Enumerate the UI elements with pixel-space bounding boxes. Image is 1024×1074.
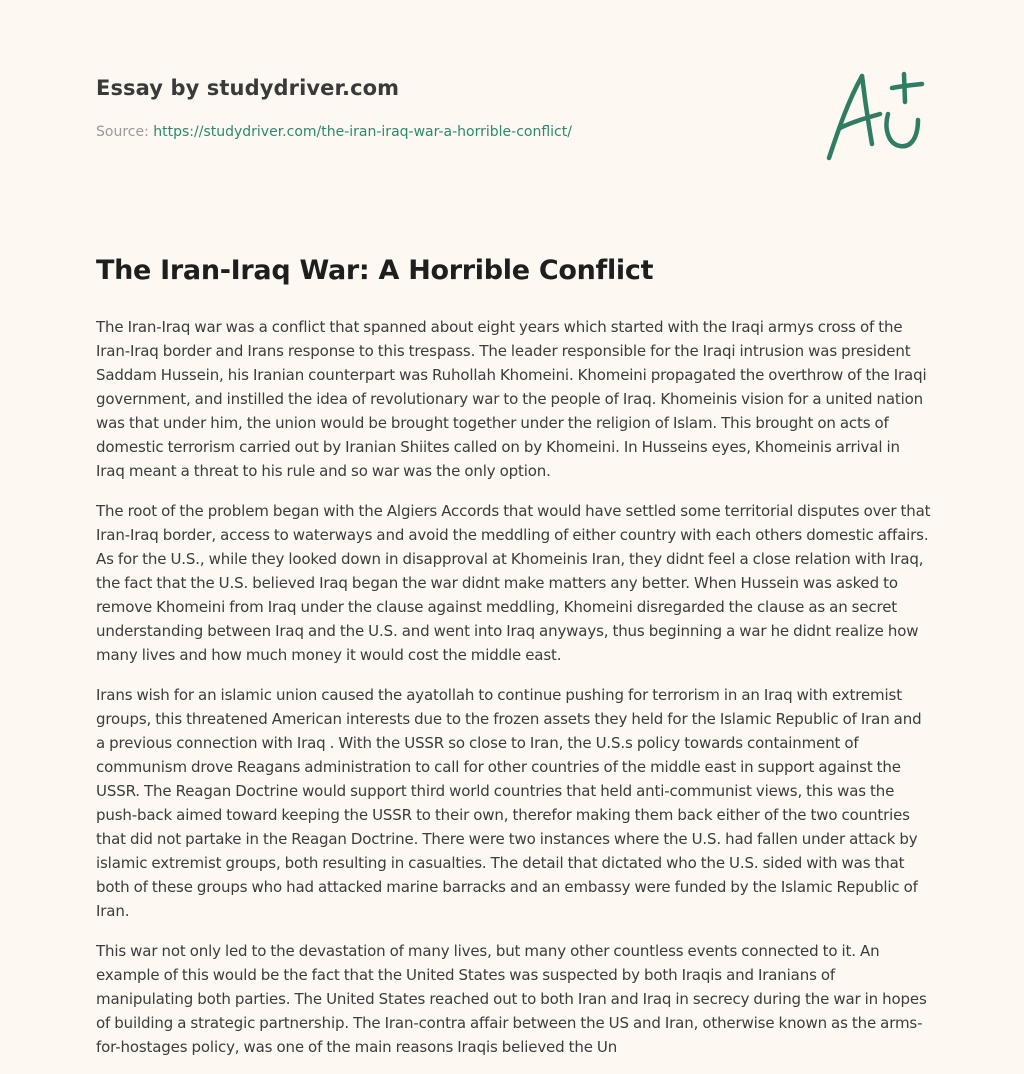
paragraph: The Iran-Iraq war was a conflict that spanned about eight years which started with the Iraqi armys cross of the Iran-Iraq border and Irans response to this trespass. The leader responsible for the Iraqi intrusion was president Saddam Hussein, his Iranian counterpart was Ruhollah Khomeini. Khomeini propagated the overthrow of the Iraqi government, and instilled the idea of revolutionary war to the people of Iraq. Khomeinis vision for a united nation was that under him, the union would be brought together under the religion of Islam. This brought on acts of domestic terrorism carried out by Iranian Shiites called on by Khomeini. In Husseins eyes, Khomeinis arrival in Iraq meant a threat to his rule and so war was the only option. [96,318,927,480]
paragraph: This war not only led to the devastation of many lives, but many other countless events connected to it. An example of this would be the fact that the United States was suspected by both Iraqis and Iranians of manipulating both parties. The United States reached out to both Iran and Iraq in secrecy during the war in hopes of building a strategic partnership. The Iran-contra affair between the US and Iran, otherwise known as the arms-for-hostages policy, was one of the main reasons Iraqis believed the Un [96,942,927,1056]
a-plus-logo-icon [818,66,928,166]
source-line [96,124,796,140]
paragraph: Irans wish for an islamic union caused the ayatollah to continue pushing for terrorism in an Iraq with extremist groups, this threatened American interests due to the frozen assets they held for the Islamic Republic of Iran and a previous connection with Iraq . With the USSR so close to Iran, the U.S.s policy towards containment of communism drove Reagans administration to call for other countries of the middle east in support against the USSR. The Reagan Doctrine would support third world countries that held anti-communist views, this was the push-back aimed toward keeping the USSR to their own, therefor making them back either of the two countries that did not partake in the Reagan Doctrine. There were two instances where the U.S. had fallen under attack by islamic extremist groups, both resulting in casualties. The detail that dictated who the U.S. sided with was that both of these groups who had attacked marine barracks and an embassy were funded by the Islamic Republic of Iran. [96,686,922,920]
essay-header [96,76,796,140]
source-label: Source: [96,124,154,140]
essay-title: The Iran-Iraq War: A Horrible Conflict [96,255,654,286]
source-link[interactable]: https://studydriver.com/the-iran-iraq-war-a-horrible-conflict/ [153,124,572,140]
brand-title: Essay by studydriver.com [96,76,400,100]
paragraph: The root of the problem began with the Algiers Accords that would have settled some territorial disputes over that Iran-Iraq border, access to waterways and avoid the meddling of either country with each others domestic affairs. As for the U.S., while they looked down in disapproval at Khomeinis Iran, they didnt feel a close relation with Iraq, the fact that the U.S. believed Iraq began the war didnt make matters any better. When Hussein was asked to remove Khomeini from Iraq under the clause against meddling, Khomeini disregarded the clause as an secret understanding between Iraq and the U.S. and went into Iraq anyways, thus beginning a war he didnt realize how many lives and how much money it would cost the middle east. [96,502,931,664]
essay-body [96,315,931,1074]
